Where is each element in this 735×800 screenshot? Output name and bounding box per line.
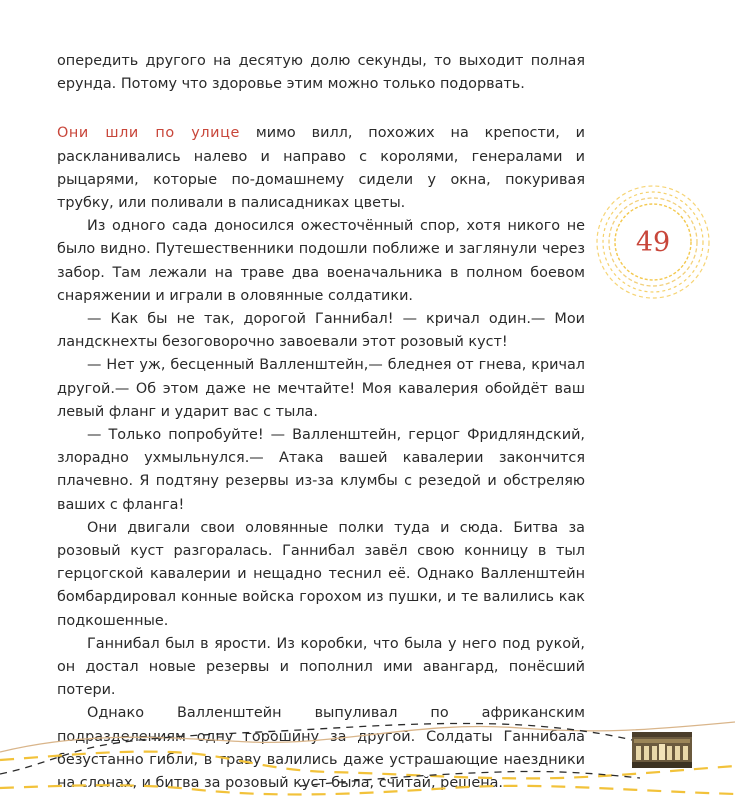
paragraph-chapter-start [57, 122, 585, 215]
theatre-building-icon [632, 730, 692, 768]
wavy-line-decoration [0, 722, 735, 752]
paragraph: Ганнибал был в ярости. Из коробки, что была у него под рукой, он достал новые резервы и пополнил ими авангард, понёсший потери. [57, 635, 585, 699]
paragraph-text: мимо вилл, похожих на крепости, и раскланивались налево и направо с королями, генералами и рыцарями, которые по-домашнему сидели у окна, покуривая трубку, или поливали в палисадниках цветы. [57, 125, 585, 212]
paragraph: Они двигали свои оловянные полки туда и сюда. Битва за розовый куст разгоралась. Ганнибал завёл свою конницу в тыл герцогской кавалерии и нещадно теснил её. Однако Валленштейн бомбардировал конные войска горохом из пушки, и те валились как подкошенные. [57, 519, 585, 629]
paragraph-continuation: опередить другого на десятую долю секунды, то выходит полная ерунда. Потому что здоровье этим можно только подорвать. [57, 53, 585, 93]
lead-in-phrase: Они шли по улице [57, 125, 240, 142]
paragraph: Из одного сада доносился ожесточённый спор, хотя никого не было видно. Путешественники подошли поближе и заглянули через забор. Там лежали на траве два военачальника в полном боевом снаряжении и играли в оловянные солдатики. [57, 218, 585, 304]
yellow-dashed-path [0, 785, 735, 794]
dark-dashed-path [0, 723, 640, 774]
body-text [57, 50, 585, 795]
page-number-badge [594, 183, 712, 301]
yellow-dashed-path [0, 752, 735, 779]
dialogue-line: — Только попробуйте! — Валленштейн, герцог Фридляндский, злорадно ухмыльнулся.— Атака вашей кавалерии закончится плачевно. Я подтяну резервы из-за клумбы с резедой и обстреляю ваших с фланга! [57, 427, 585, 513]
paragraph: Однако Валленштейн выпуливал по африканским подразделениям одну горошину за другой. Солдаты Ганнибала безустанно гибли, в траву валились даже устрашающие наездники на слонах, и битва за розовый куст была, считай, решена. [57, 705, 585, 792]
footer-ornament [0, 690, 735, 800]
dialogue-line: — Нет уж, бесценный Валленштейн,— бледнея от гнева, кричал другой.— Об этом даже не мечтайте! Моя кавалерия обойдёт ваш левый фланг и ударит вас с тыла. [57, 357, 585, 420]
page-number: 49 [635, 226, 671, 258]
dark-dashed-path [300, 771, 640, 786]
dialogue-line: — Как бы не так, дорогой Ганнибал! — кричал один.— Мои ландскнехты безоговорочно завоевали этот розовый куст! [57, 311, 585, 351]
